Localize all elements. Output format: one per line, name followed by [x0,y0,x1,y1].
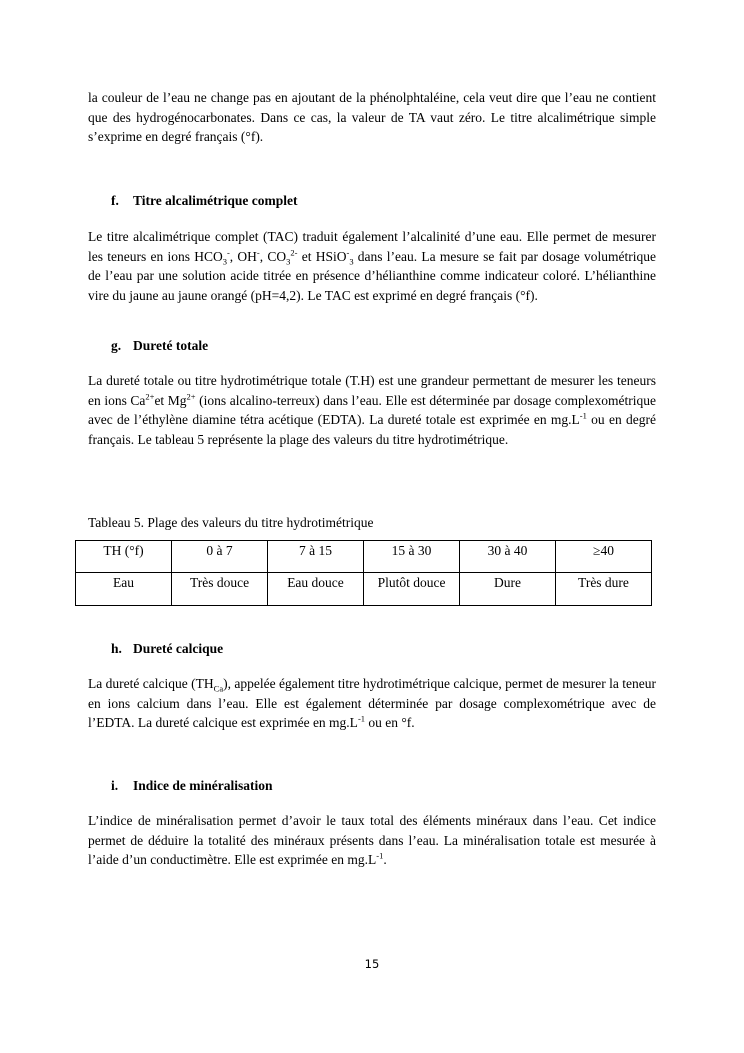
heading-f-title: Titre alcalimétrique complet [133,193,298,208]
paragraph-f-text-3: , CO [259,248,287,264]
paragraph-g [88,371,656,449]
paragraph-h-text-1: La dureté calcique (TH [88,676,214,691]
paragraph-f-text-5: dans l’eau. La mesure se fait par dosage volumétrique de l’eau par une solution acide titrée en présence d’hélianthine comme indicateur coloré. L’hélianthine vire du jaune au jaune orangé (pH=4,2). Le TAC est exprimé en degré français (°f). [88,248,657,303]
table-header-cell: 0 à 7 [172,541,268,573]
paragraph-f-text-1: Le titre alcalimétrique complet (TAC) traduit également l’alcalinité d’une eau. Elle permet de mesurer les teneurs en ions HCO [88,229,656,264]
ca-superscript: 2+ [145,391,155,402]
paragraph-i [88,811,656,870]
co3-subscript: 3 [286,256,291,267]
paragraph-i-text-1: L’indice de minéralisation permet d’avoir le taux total des éléments minéraux dans l’eau. Cet indice permet de déduire la totalité des minéraux présents dans l’eau. La minéralisation totale est mesurée à l’aide d’un conductimètre. Elle est exprimée en mg.L [88,813,656,868]
table-header-cell: 15 à 30 [364,541,460,573]
hsio3-superscript: - [346,247,350,258]
ca-subscript: Ca [213,683,224,694]
heading-h-letter: h. [111,641,122,656]
paragraph-g-text-3: (ions alcalino-terreux) dans l’eau. Elle est déterminée par dosage complexométrique avec de l’éthylène diamine tétra acétique (EDTA). La dureté totale est exprimée en mg.L [88,392,656,428]
table-cell: Très dure [556,573,652,606]
hco3-superscript: - [226,247,230,258]
paragraph-f [88,227,656,305]
paragraph-h-text-3: ou en °f. [365,715,415,731]
paragraph-f-text-2: , OH [229,248,257,264]
heading-h-title: Dureté calcique [133,641,224,656]
paragraph-h-text-2: ), appelée également titre hydrotimétrique calcique, permet de mesurer la teneur en ions calcium dans l’eau. Elle est également déterminée par dosage complexométrique avec de l’EDTA. La dureté calcique est exprimée en mg.L [88,676,656,731]
table-cell: Très douce [172,573,268,606]
heading-g-title: Dureté totale [133,338,209,353]
mg-superscript: 2+ [186,391,196,402]
table-header-cell: 30 à 40 [460,541,556,573]
table-header-row [76,541,652,573]
paragraph-g-text-4: ou en degré français. Le tableau 5 représente la plage des valeurs du titre hydrotimétrique. [88,412,656,447]
paragraph-h [88,674,656,733]
table-cell: Eau [76,573,172,606]
paragraph-i-text-2: . [383,852,387,868]
hardness-table [75,540,652,606]
intro-paragraph: la couleur de l’eau ne change pas en ajoutant de la phénolphtaléine, cela veut dire que l’eau ne contient que des hydrogénocarbonates. Dans ce cas, la valeur de TA vaut zéro. Le titre alcalimétrique simple s’exprime en degré français (°f). [88,90,656,145]
table-row [76,573,652,606]
table-cell: Dure [460,573,556,606]
heading-h [111,641,223,657]
unit-superscript-i: -1 [376,850,384,861]
heading-i-letter: i. [111,778,119,793]
page-number: 15 [364,957,380,971]
paragraph-g-text-1: La dureté totale ou titre hydrotimétrique totale (T.H) est une grandeur permettant de mesurer les teneurs en ions Ca [88,373,656,408]
heading-f-letter: f. [111,193,119,208]
hsio3-subscript: 3 [349,256,354,267]
heading-g-letter: g. [111,338,122,353]
heading-f [111,193,297,209]
heading-i [111,778,273,794]
heading-g [111,338,208,354]
table-header-cell: 7 à 15 [268,541,364,573]
table-cell: Eau douce [268,573,364,606]
unit-superscript-h: -1 [357,713,366,724]
co3-superscript: 2- [290,247,298,258]
unit-superscript-g: -1 [579,410,587,421]
table-caption: Tableau 5. Plage des valeurs du titre hydrotimétrique [88,515,374,530]
oh-superscript: - [256,247,260,258]
paragraph-f-text-4: et HSiO [297,248,347,264]
table-cell: Plutôt douce [364,573,460,606]
table-header-cell: ≥40 [556,541,652,573]
table-header-cell: TH (°f) [76,541,172,573]
hco3-subscript: 3 [222,256,227,267]
heading-i-title: Indice de minéralisation [133,778,273,793]
paragraph-g-text-2: et Mg [154,392,187,408]
